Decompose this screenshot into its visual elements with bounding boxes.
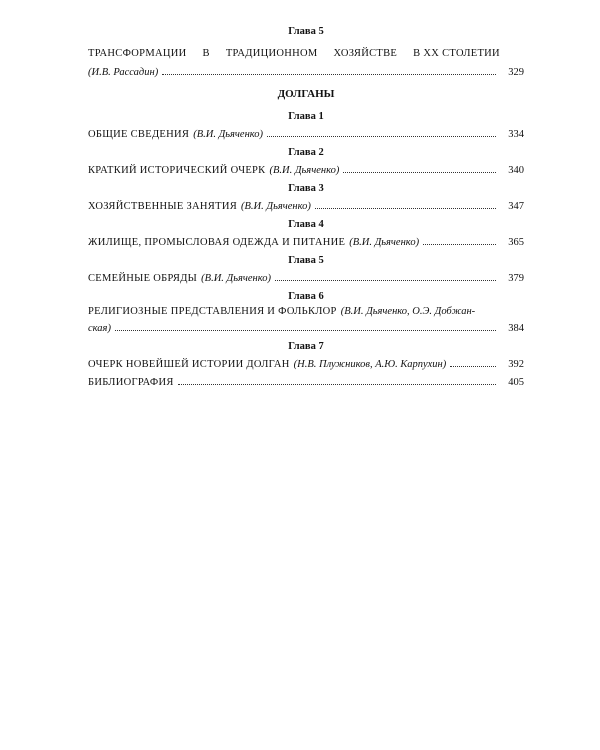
entry-title: ХОЗЯЙСТВЕННЫЕ ЗАНЯТИЯ <box>88 201 238 212</box>
entry-author: (Н.В. Плужников, А.Ю. Карпухин) <box>293 359 447 370</box>
dot-leader <box>275 279 496 281</box>
entry-title: БИБЛИОГРАФИЯ <box>88 377 174 388</box>
page-number: 340 <box>508 165 524 176</box>
entry-title: СЕМЕЙНЫЕ ОБРЯДЫ <box>88 273 198 284</box>
chapter-heading: Глава 7 <box>288 341 324 352</box>
entry-title: РЕЛИГИОЗНЫЕ ПРЕДСТАВЛЕНИЯ И ФОЛЬКЛОР <box>88 306 337 317</box>
toc-entry[interactable] <box>88 270 524 284</box>
entry-author: (В.И. Дьяченко) <box>193 129 264 140</box>
dot-leader <box>162 73 496 75</box>
page-number: 347 <box>508 201 524 212</box>
page-number: 365 <box>508 237 524 248</box>
entry-author-continuation: ская) <box>88 323 111 334</box>
toc-entry[interactable] <box>88 162 524 176</box>
entry-title: КРАТКИЙ ИСТОРИЧЕСКИЙ ОЧЕРК <box>88 165 266 176</box>
entry-author: (И.В. Рассадин) <box>88 67 159 78</box>
dot-leader <box>343 171 496 173</box>
page-number: 392 <box>508 359 524 370</box>
dot-leader <box>267 135 496 137</box>
toc-entry[interactable] <box>88 126 524 140</box>
dot-leader <box>423 243 496 245</box>
title-word: В <box>202 48 210 59</box>
dot-leader <box>315 207 496 209</box>
toc-entry[interactable] <box>88 320 524 334</box>
entry-author: (В.И. Дьяченко) <box>201 273 272 284</box>
chapter-heading: Глава 5 <box>288 255 324 266</box>
toc-entry[interactable] <box>88 198 524 212</box>
page-number: 405 <box>508 377 524 388</box>
page-number: 334 <box>508 129 524 140</box>
toc-entry[interactable] <box>88 64 524 78</box>
title-word: ТРАНСФОРМАЦИИ <box>88 48 187 59</box>
entry-author: (В.И. Дьяченко, О.Э. Добжан- <box>340 306 476 317</box>
chapter-heading: Глава 5 <box>288 26 324 37</box>
dot-leader <box>450 365 496 367</box>
toc-entry[interactable] <box>88 374 524 388</box>
entry-author: (В.И. Дьяченко) <box>269 165 340 176</box>
page-number: 384 <box>508 323 524 334</box>
entry-title: ОЧЕРК НОВЕЙШЕЙ ИСТОРИИ ДОЛГАН <box>88 359 290 370</box>
toc-entry-title-line <box>88 306 500 320</box>
title-word: ХОЗЯЙСТВЕ <box>333 48 398 59</box>
chapter-heading: Глава 4 <box>288 219 324 230</box>
toc-entry-title-line <box>88 48 500 62</box>
entry-title: ЖИЛИЩЕ, ПРОМЫСЛОВАЯ ОДЕЖДА И ПИТАНИЕ <box>88 237 346 248</box>
chapter-heading: Глава 1 <box>288 111 324 122</box>
chapter-heading: Глава 6 <box>288 291 324 302</box>
page-number: 379 <box>508 273 524 284</box>
part-heading: ДОЛГАНЫ <box>277 88 335 100</box>
title-word: В XX СТОЛЕТИИ <box>413 48 500 59</box>
dot-leader <box>115 329 496 331</box>
entry-author: (В.И. Дьяченко) <box>241 201 311 212</box>
toc-entry[interactable] <box>88 356 524 370</box>
chapter-heading: Глава 2 <box>288 147 324 158</box>
toc-entry[interactable] <box>88 234 524 248</box>
dot-leader <box>178 383 496 385</box>
page-number: 329 <box>508 67 524 78</box>
entry-title: ОБЩИЕ СВЕДЕНИЯ <box>88 129 190 140</box>
chapter-heading: Глава 3 <box>288 183 324 194</box>
entry-author: (В.И. Дьяченко) <box>349 237 420 248</box>
title-word: ТРАДИЦИОННОМ <box>225 48 318 59</box>
